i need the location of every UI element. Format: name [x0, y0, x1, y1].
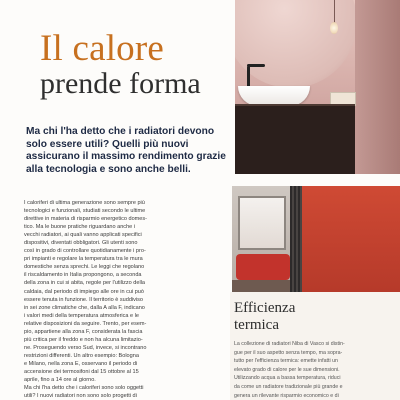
sidebar-line: genera un rilevante risparmio economico e di: [234, 392, 339, 399]
lead-line: Ma chi l'ha detto che i radiatori devono: [26, 126, 215, 137]
pendant-wire: [334, 0, 335, 24]
body-line: Ma chi l'ha detto che i caloriferi sono solo oggetti: [24, 385, 144, 392]
body-line: dispositivi, diventati obbligatori. Gli utenti sono: [24, 240, 138, 247]
body-line: vecchi radiatori, ai quali vanno applicati specifici: [24, 232, 142, 239]
lead-line: assicurano il massimo rendimento grazie: [26, 151, 226, 163]
sidebar-line: gue per il suo aspetto senza tempo, ma sopra-: [234, 349, 343, 356]
sidebar-title-line-1: Efficienza: [234, 300, 296, 316]
window: [238, 196, 286, 250]
bathroom-sink-photo: [235, 0, 400, 174]
vanity-cabinet: [235, 106, 355, 174]
body-line: utili? I nuovi radiatori non sono solo progetti di: [24, 393, 137, 400]
living-room-radiator-photo: [232, 186, 400, 292]
pendant-bulb-icon: [330, 22, 338, 34]
sidebar-line: da come un radiatore tradizionale più grande e: [234, 383, 343, 390]
body-line: essere tenuta in funzione. Il territorio è suddiviso: [24, 296, 144, 303]
sidebar-line: Utilizzando acqua a bassa temperatura, riduci: [234, 375, 341, 382]
body-line: relative disposizioni da seguire. Trento, per esem-: [24, 320, 147, 327]
red-sofa: [236, 254, 290, 280]
body-line: il riscaldamento in Italia propongono, a seconda: [24, 272, 142, 279]
body-line: così in grado di controllare quotidianamente i pro-: [24, 248, 146, 255]
red-wall: [302, 186, 400, 292]
sidebar-text: [234, 340, 394, 400]
round-mirror: [235, 0, 357, 88]
body-line: direttive in materia di risparmio energetico domes-: [24, 216, 148, 223]
washbasin: [238, 86, 310, 106]
lead-paragraph: [26, 126, 226, 176]
body-line: pri impianti e regolare la temperatura tra le mura: [24, 256, 143, 263]
body-line: domestiche senza sprechi. Le leggi che regolano: [24, 264, 145, 271]
body-line: caldaia, dal periodo di impiego alle ore in cui può: [24, 288, 144, 295]
sidebar-title-line-2: termica: [234, 317, 279, 333]
radiator-icon: [290, 186, 302, 292]
body-text: [24, 199, 230, 400]
body-line: della zona in cui si abita, regole per l'utilizzo della: [24, 280, 146, 287]
wall-shadow: [355, 0, 400, 174]
body-line: più critica per il freddo e non ha alcuna limitazio-: [24, 336, 143, 343]
lead-line: solo essere utili? Quelli più nuovi: [26, 138, 189, 150]
body-line: tecnologici e funzionali, studiati secondo le ultime: [24, 208, 146, 215]
body-line: accensione dei termosifoni dal 15 ottobre al 15: [24, 368, 139, 375]
body-line: aprile, fino a 14 ore al giorno.: [24, 377, 96, 384]
body-line: ne. Proseguendo verso Sud, invece, si incontrano: [24, 344, 147, 351]
body-line: e Milano, nella zona E, osservano il periodo di: [24, 360, 138, 367]
sidebar-line: La collezione di radiatori Niba di Vasco si distin-: [234, 341, 345, 347]
body-line: tico. Ma le buone pratiche riguardano anche i: [24, 224, 136, 231]
body-line: in sei zone climatiche che, dalla A alla F, indicano: [24, 304, 145, 311]
sidebar-line: tutto per l'efficienza termica: emette infatti un: [234, 358, 338, 365]
body-line: pio, appartiene alla zona F, considerata la fascia: [24, 328, 143, 335]
sidebar-line: elevato grado di calore per le sue dimensioni.: [234, 366, 340, 373]
lead-line: alla tecnologia e sono anche belli.: [26, 163, 191, 175]
headline-line-2: prende forma: [40, 67, 201, 100]
headline-line-1: Il calore: [40, 28, 165, 69]
body-line: I caloriferi di ultima generazione sono sempre più: [24, 200, 145, 206]
body-line: i valori medi della temperatura atmosferica e le: [24, 312, 139, 319]
body-line: restrizioni differenti. Un altro esempio: Bologna: [24, 352, 139, 359]
